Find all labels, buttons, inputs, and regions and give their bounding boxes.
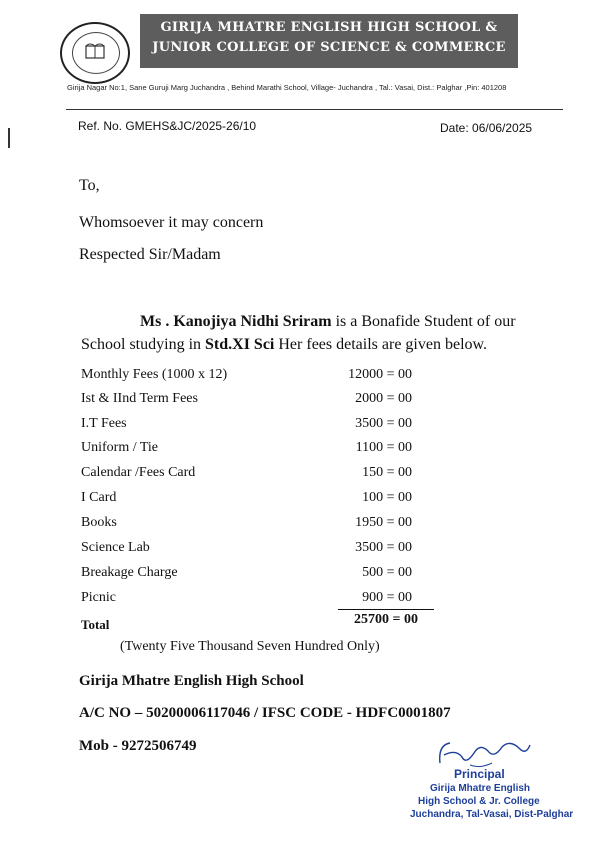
footer-school-name: Girija Mhatre English High School: [79, 673, 304, 689]
greeting-to: To,: [79, 177, 100, 194]
school-address: Girija Nagar No:1, Sane Guruji Marg Juchandra , Behind Marathi School, Village- Juchandra , Tal.: Vasai, Dist.: Palghar ,Pin: 401208: [67, 83, 507, 92]
fee-label: Science Lab: [81, 540, 150, 555]
body-line-2: [81, 336, 487, 354]
body-line-1-rest: is a Bonafide Student of our: [331, 313, 516, 330]
fee-row: [0, 440, 600, 462]
fee-amount: 3500 = 00: [355, 540, 412, 555]
fee-label: Calendar /Fees Card: [81, 465, 196, 480]
fee-amount: 500 = 00: [362, 565, 412, 580]
school-logo: [60, 22, 130, 84]
total-label: Total: [81, 617, 110, 632]
school-name-banner: [140, 14, 518, 68]
stamp-line-1: Girija Mhatre English: [430, 783, 531, 794]
total-amount: 25700 = 00: [354, 612, 418, 627]
fee-label: I Card: [81, 490, 117, 505]
fee-row: [0, 590, 600, 612]
body-line-2-start: School studying in: [81, 336, 206, 353]
body-line-1: [140, 313, 516, 331]
mobile-number: Mob - 9272506749: [79, 738, 197, 754]
greeting-whom: Whomsoever it may concern: [79, 214, 264, 231]
fee-label: Uniform / Tie: [81, 440, 159, 455]
reference-number: Ref. No. GMEHS&JC/2025-26/10: [78, 119, 257, 133]
fee-label: Picnic: [81, 590, 116, 605]
fee-amount: 1100 = 00: [355, 440, 412, 455]
fee-label: Books: [81, 515, 117, 530]
fee-amount: 100 = 00: [362, 490, 412, 505]
fee-amount: 12000 = 00: [348, 367, 412, 382]
school-name-line2: JUNIOR COLLEGE OF SCIENCE & COMMERCE: [152, 40, 506, 55]
total-divider: [338, 609, 434, 610]
stamp-line-3: Juchandra, Tal-Vasai, Dist-Palghar: [410, 809, 574, 820]
fee-row: [0, 490, 600, 512]
fee-amount: 2000 = 00: [355, 391, 412, 406]
fee-label: I.T Fees: [81, 416, 127, 431]
school-name-line1: GIRIJA MHATRE ENGLISH HIGH SCHOOL &: [160, 20, 498, 35]
fee-label: Monthly Fees (1000 x 12): [81, 367, 228, 382]
fee-label: Ist & IInd Term Fees: [81, 391, 198, 406]
principal-stamp: [410, 735, 580, 835]
student-name: Ms . Kanojiya Nidhi Sriram: [140, 313, 332, 330]
bank-details: A/C NO – 50200006117046 / IFSC CODE - HDFC0001807: [79, 705, 451, 721]
amount-in-words: (Twenty Five Thousand Seven Hundred Only): [120, 639, 380, 654]
fee-amount: 1950 = 00: [355, 515, 412, 530]
fee-amount: 3500 = 00: [355, 416, 412, 431]
stamp-title: Principal: [454, 767, 505, 781]
body-line-2-rest: Her fees details are given below.: [274, 336, 488, 353]
student-standard: Std.XI Sci: [205, 336, 275, 353]
fee-row: [0, 391, 600, 413]
letter-date: Date: 06/06/2025: [440, 121, 533, 135]
fee-row: [0, 465, 600, 487]
fee-amount: 900 = 00: [362, 590, 412, 605]
fee-row: [0, 540, 600, 562]
header-divider: [66, 109, 563, 110]
fee-row: [0, 515, 600, 537]
fee-row: [0, 367, 600, 389]
margin-mark: [8, 128, 10, 148]
fee-row: [0, 565, 600, 587]
greeting-respected: Respected Sir/Madam: [79, 246, 221, 263]
fee-label: Breakage Charge: [81, 565, 178, 580]
fee-row: [0, 416, 600, 438]
stamp-line-2: High School & Jr. College: [418, 796, 540, 807]
fee-amount: 150 = 00: [362, 465, 412, 480]
